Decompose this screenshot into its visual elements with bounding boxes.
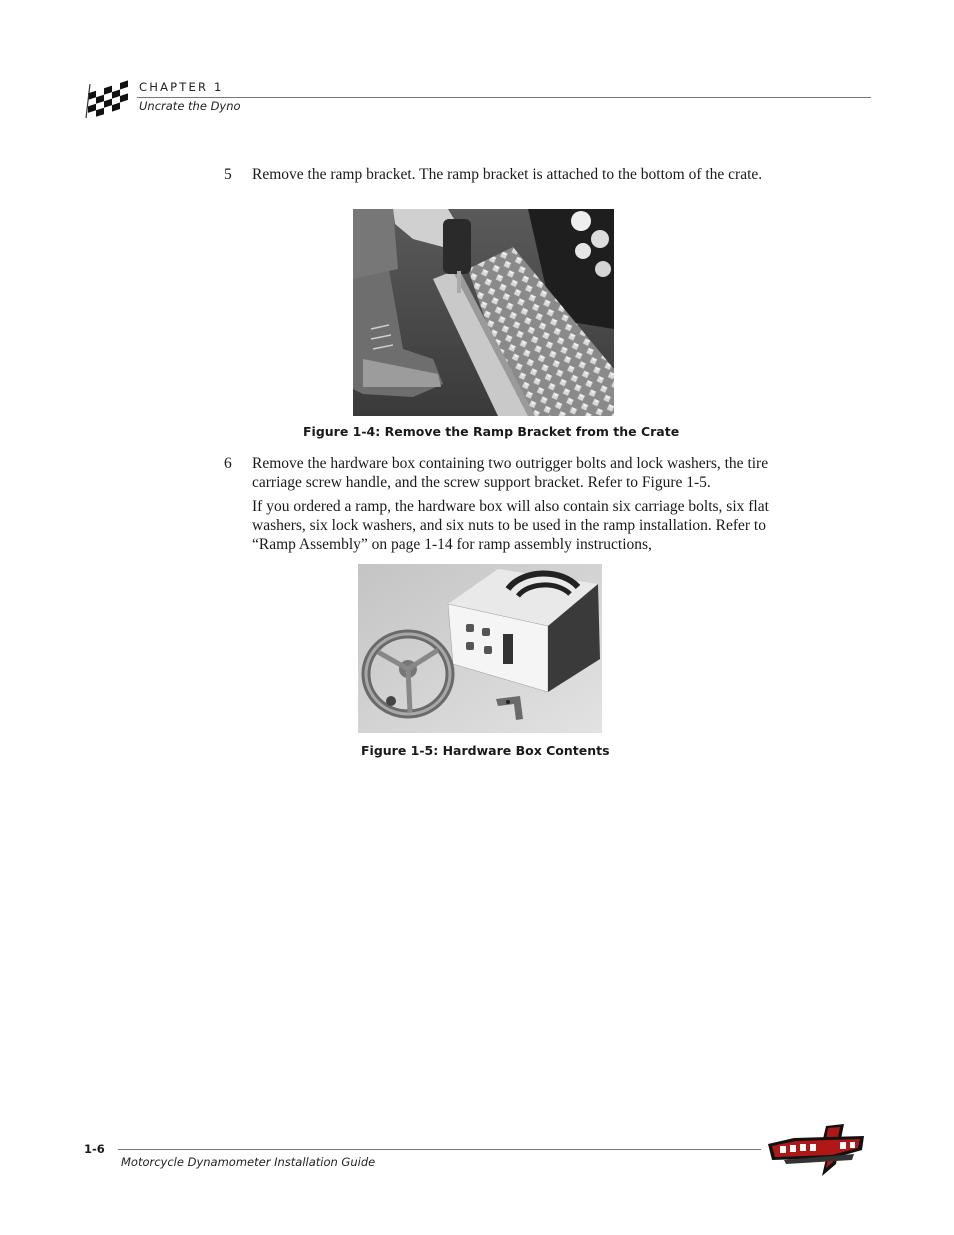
header-rule [137, 97, 871, 98]
figure-caption: Figure 1-4: Remove the Ramp Bracket from the Crate [303, 424, 680, 439]
step-number: 5 [224, 166, 232, 183]
dynojet-logo [764, 1124, 868, 1178]
step-paragraph: Remove the ramp bracket. The ramp bracket is attached to the bottom of the crate. [252, 166, 763, 183]
hardware-box-photo [358, 564, 602, 733]
footer-title: Motorcycle Dynamometer Installation Guide [121, 1155, 376, 1169]
step-number: 6 [224, 455, 232, 472]
step-paragraph: If you ordered a ramp, the hardware box will also contain six carriage bolts, six flat washers, six lock washers, and six nuts to be used in the ramp installation. Refer to “Ramp Assembly” on page 1-14 for ramp assembly instructions, [252, 498, 769, 553]
footer-rule [118, 1149, 761, 1150]
page-number: 1-6 [84, 1142, 105, 1156]
figure-caption: Figure 1-5: Hardware Box Contents [361, 743, 610, 758]
chapter-subtitle: Uncrate the Dyno [139, 99, 241, 113]
checkered-flag-icon [80, 76, 132, 120]
step-paragraph: Remove the hardware box containing two outrigger bolts and lock washers, the tire carriage screw handle, and the screw support bracket. Refer to Figure 1-5. [252, 455, 769, 491]
ramp-bracket-photo [353, 209, 614, 416]
chapter-label: CHAPTER 1 [139, 80, 224, 94]
